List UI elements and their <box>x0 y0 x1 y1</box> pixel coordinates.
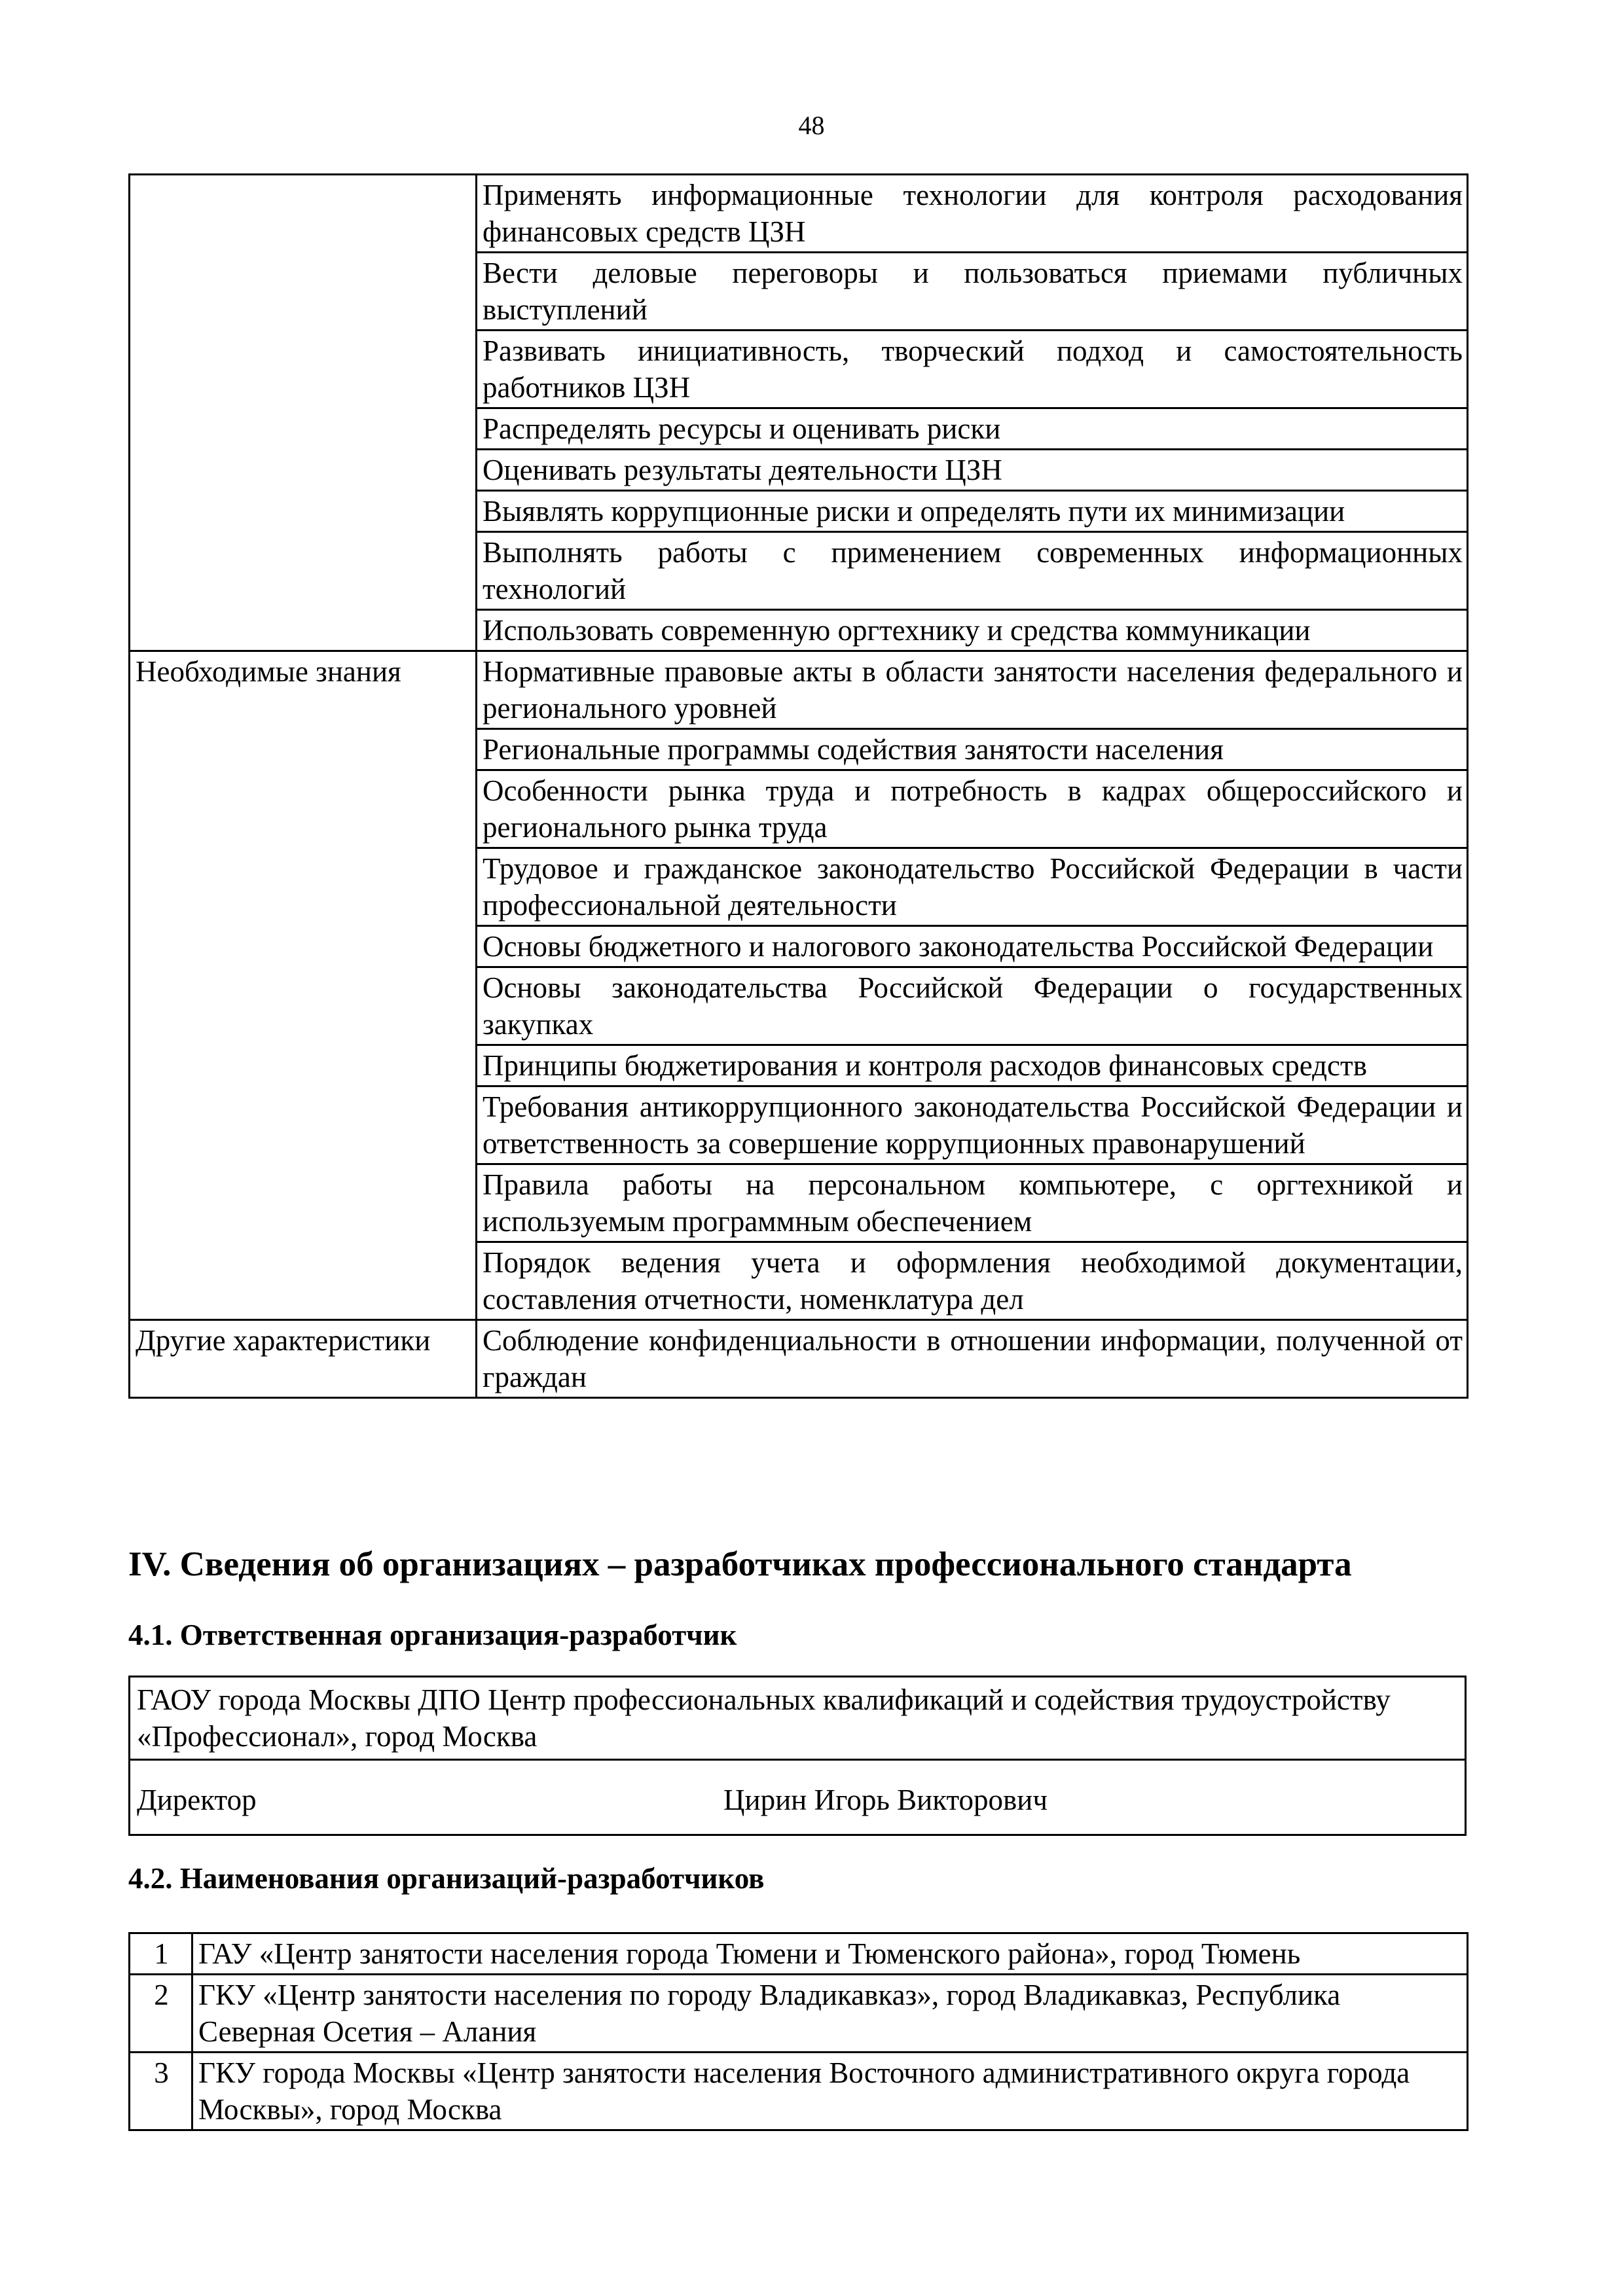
director-cell <box>130 1760 1466 1835</box>
row-number: 3 <box>130 2053 192 2130</box>
knowledge-item: Основы бюджетного и налогового законодательства Российской Федерации <box>477 926 1468 967</box>
page-number: 48 <box>798 111 825 140</box>
skill-item: Распределять ресурсы и оценивать риски <box>477 408 1468 450</box>
knowledge-item: Нормативные правовые акты в области занятости населения федерального и регионального уровней <box>477 651 1468 729</box>
knowledge-item: Порядок ведения учета и оформления необходимой документации, составления отчетности, номенклатура дел <box>477 1242 1468 1320</box>
table-row <box>130 1320 1468 1398</box>
skill-item: Вести деловые переговоры и пользоваться приемами публичных выступлений <box>477 253 1468 331</box>
skill-item: Оценивать результаты деятельности ЦЗН <box>477 450 1468 491</box>
other-characteristics-label: Другие характеристики <box>130 1320 477 1398</box>
director-name: Цирин Игорь Викторович <box>723 1784 1048 1816</box>
skill-item: Применять информационные технологии для контроля расходования финансовых средств ЦЗН <box>477 175 1468 253</box>
subsection-title-developers: 4.2. Наименования организаций-разработчиков <box>128 1862 765 1895</box>
knowledge-item: Основы законодательства Российской Федерации о государственных закупках <box>477 967 1468 1045</box>
knowledge-item: Принципы бюджетирования и контроля расходов финансовых средств <box>477 1045 1468 1086</box>
table-row <box>130 1677 1466 1760</box>
table-row <box>130 1760 1466 1835</box>
table-row <box>130 651 1468 729</box>
table-row <box>130 1933 1468 1975</box>
knowledge-item: Региональные программы содействия занятости населения <box>477 729 1468 770</box>
developer-organizations-table <box>128 1932 1468 2131</box>
knowledge-label: Необходимые знания <box>130 651 477 1320</box>
skill-item: Использовать современную оргтехнику и средства коммуникации <box>477 610 1468 651</box>
section-title: IV. Сведения об организациях – разработчиках профессионального стандарта <box>128 1545 1352 1583</box>
table-row <box>130 1975 1468 2053</box>
developer-organization-name: ГКУ «Центр занятости населения по городу Владикавказ», город Владикавказ, Республика Северная Осетия – Алания <box>192 1975 1468 2053</box>
knowledge-item: Правила работы на персональном компьютере, с оргтехникой и используемым программным обеспечением <box>477 1164 1468 1242</box>
director-position: Директор <box>137 1784 257 1816</box>
table-row <box>130 175 1468 253</box>
knowledge-item: Трудовое и гражданское законодательство Российской Федерации в части профессиональной деятельности <box>477 848 1468 926</box>
row-number: 2 <box>130 1975 192 2053</box>
skill-item: Выполнять работы с применением современных информационных технологий <box>477 532 1468 610</box>
responsible-organization-name: ГАОУ города Москвы ДПО Центр профессиональных квалификаций и содействия трудоустройству «Профессионал», город Москва <box>130 1677 1466 1760</box>
knowledge-item: Особенности рынка труда и потребность в кадрах общероссийского и регионального рынка труда <box>477 770 1468 848</box>
continued-category-cell <box>130 175 477 651</box>
responsible-organization-table <box>128 1676 1467 1836</box>
subsection-title-responsible: 4.1. Ответственная организация-разработчик <box>128 1619 737 1651</box>
skill-item: Развивать инициативность, творческий подход и самостоятельность работников ЦЗН <box>477 331 1468 408</box>
skills-knowledge-table <box>128 173 1468 1399</box>
developer-organization-name: ГКУ города Москвы «Центр занятости населения Восточного административного округа города Москвы», город Москва <box>192 2053 1468 2130</box>
other-characteristics-item: Соблюдение конфиденциальности в отношении информации, полученной от граждан <box>477 1320 1468 1398</box>
row-number: 1 <box>130 1933 192 1975</box>
skill-item: Выявлять коррупционные риски и определять пути их минимизации <box>477 491 1468 532</box>
knowledge-item: Требования антикоррупционного законодательства Российской Федерации и ответственность за совершение коррупционных правонарушений <box>477 1086 1468 1164</box>
developer-organization-name: ГАУ «Центр занятости населения города Тюмени и Тюменского района», город Тюмень <box>192 1933 1468 1975</box>
table-row <box>130 2053 1468 2130</box>
